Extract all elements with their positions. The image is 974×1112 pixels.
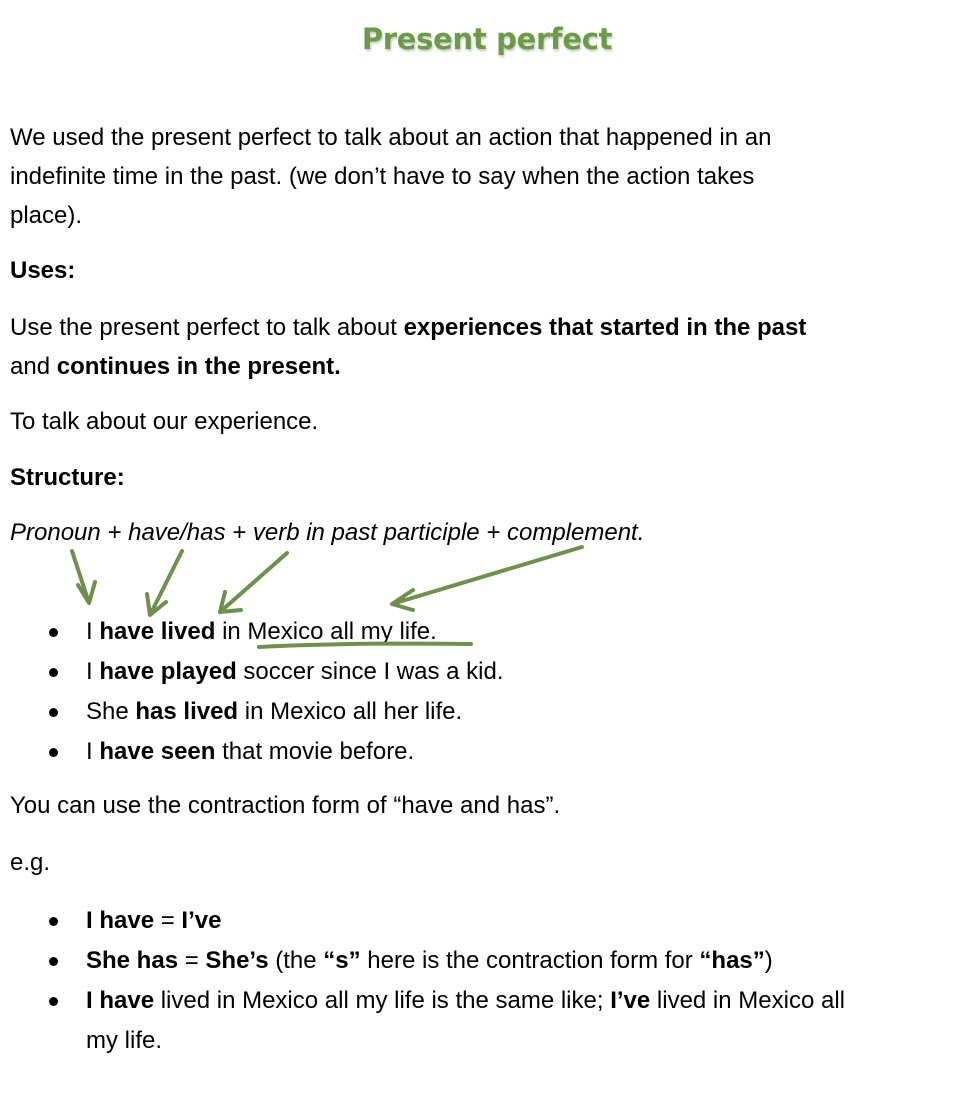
contraction-2-mid: here is the contraction form for xyxy=(360,947,700,974)
contraction-1-eq: = xyxy=(154,907,182,934)
arrow-have xyxy=(147,551,182,615)
example-item-3 xyxy=(86,692,462,732)
intro-line-2: indefinite time in the past. (we don’t have to say when the action takes xyxy=(10,163,755,190)
arrow-verb xyxy=(220,553,287,612)
contraction-2-s: “s” xyxy=(323,947,361,974)
uses-line-1 xyxy=(10,309,806,347)
arrow-pronoun xyxy=(72,551,95,603)
uses-line-2 xyxy=(10,348,341,386)
contraction-2-full: She has xyxy=(86,947,179,974)
contraction-1-full: I have xyxy=(86,907,155,934)
example-1-pre: I xyxy=(86,618,100,645)
example-4-post: that movie before. xyxy=(215,738,415,765)
example-4-verb: have seen xyxy=(99,738,216,765)
contraction-2-eq: = xyxy=(178,947,206,974)
eg-label: e.g. xyxy=(10,849,51,876)
contraction-item-3-continued: my life. xyxy=(86,1027,163,1054)
bullet-dot xyxy=(49,917,58,926)
bullet-dot xyxy=(49,748,58,757)
example-2-verb: have played xyxy=(99,658,237,685)
page-title: Present perfect xyxy=(361,22,613,56)
uses-heading: Uses: xyxy=(10,257,76,284)
uses-line-1-bold: experiences that started in the past xyxy=(403,314,807,341)
example-3-post: in Mexico all her life. xyxy=(238,698,463,725)
contraction-3-post: lived in Mexico all xyxy=(650,987,845,1014)
bullet-dot xyxy=(49,957,58,966)
example-1-end: . xyxy=(430,618,437,645)
contraction-3-mid: lived in Mexico all my life is the same like; xyxy=(154,987,611,1014)
example-1-complement: Mexico all my life xyxy=(247,618,431,645)
arrow-complement xyxy=(392,547,582,610)
bullet-dot xyxy=(49,668,58,677)
contraction-3-full: I have xyxy=(86,987,155,1014)
bullet-dot xyxy=(49,997,58,1006)
intro-line-1: We used the present perfect to talk about an action that happened in an xyxy=(10,124,772,151)
contraction-3-short: I’ve xyxy=(610,987,651,1014)
uses-line-1-text: Use the present perfect to talk about xyxy=(10,314,404,341)
example-2-post: soccer since I was a kid. xyxy=(236,658,504,685)
contraction-1-short: I’ve xyxy=(181,907,222,934)
uses-line-2-text: and xyxy=(10,353,57,380)
example-3-verb: has lived xyxy=(135,698,239,725)
contraction-item-2 xyxy=(86,941,773,981)
bullet-dot xyxy=(49,628,58,637)
intro-line-3: place). xyxy=(10,202,83,229)
uses-line-2-bold: continues in the present. xyxy=(56,353,341,380)
contraction-line: You can use the contraction form of “have and has”. xyxy=(10,792,561,819)
structure-formula: Pronoun + have/has + verb in past participle + complement. xyxy=(10,519,645,546)
bullet-dot xyxy=(49,708,58,717)
contraction-2-short: She’s xyxy=(205,947,269,974)
example-4-pre: I xyxy=(86,738,100,765)
example-2-pre: I xyxy=(86,658,100,685)
contraction-item-1 xyxy=(86,901,221,941)
example-item-4 xyxy=(86,732,414,772)
example-item-1 xyxy=(86,612,437,652)
example-1-verb: have lived xyxy=(99,618,216,645)
contraction-2-has: “has” xyxy=(699,947,765,974)
contraction-item-3 xyxy=(86,981,845,1021)
example-3-pre: She xyxy=(86,698,136,725)
structure-heading: Structure: xyxy=(10,464,125,491)
uses-line-3: To talk about our experience. xyxy=(10,408,319,435)
example-1-mid: in xyxy=(215,618,248,645)
contraction-2-paren-open: (the xyxy=(268,947,324,974)
contraction-2-paren-close: ) xyxy=(764,947,773,974)
example-item-2 xyxy=(86,652,504,692)
